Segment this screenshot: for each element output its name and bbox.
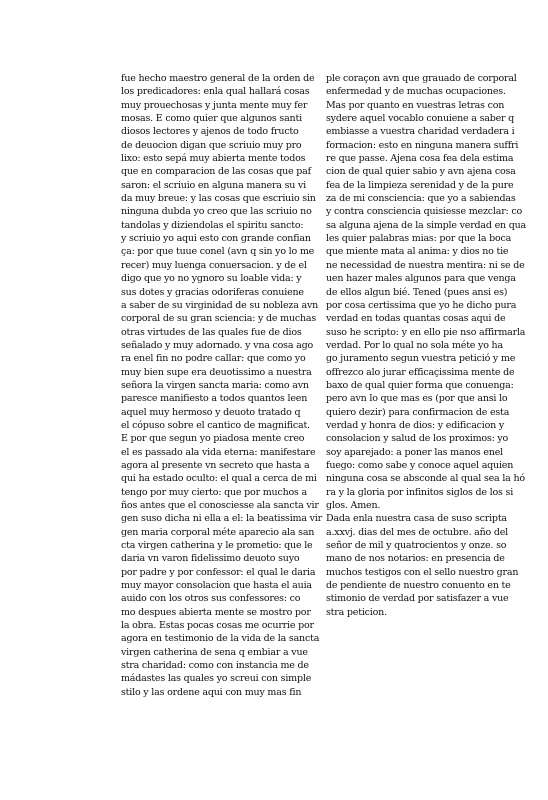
text-line: muy bien supe era deuotissimo a nuestra xyxy=(121,366,312,378)
text-line: aquel muy hermoso y deuoto tratado q xyxy=(121,406,301,418)
text-line: a.xxvj. dias del mes de octubre. año del xyxy=(326,526,508,538)
text-line: stimonio de verdad por satisfazer a vue xyxy=(326,593,509,605)
text-line: mano de nos notarios: en presencia de xyxy=(326,553,505,565)
text-line: y scriuio yo aqui esto con grande confian xyxy=(121,233,311,245)
text-line: stra peticion. xyxy=(326,606,387,618)
text-line: Dada enla nuestra casa de suso scripta xyxy=(326,513,507,525)
left-text-column xyxy=(121,72,331,699)
text-line: stra charidad: como con instancia me de xyxy=(121,660,309,672)
text-line: soy aparejado: a poner las manos enel xyxy=(326,446,503,458)
text-line: los predicadores: enla qual hallará cosas xyxy=(121,86,310,98)
text-line: daria vn varon fidelissimo deuoto suyo xyxy=(121,553,300,565)
text-line: verdad. Por lo qual no sola méte yo ha xyxy=(326,339,503,351)
text-line: Mas por quanto en vuestras letras con xyxy=(326,99,505,111)
text-line: muchos testigos con el sello nuestro gran xyxy=(326,566,519,578)
text-line: cion de qual quier sabio y avn ajena cosa xyxy=(326,166,516,178)
text-line: fue hecho maestro general de la orden de xyxy=(121,73,315,84)
text-line: mosas. E como quier que algunos santi xyxy=(121,113,302,125)
text-line: gen maria corporal méte aparecio ala san xyxy=(121,526,315,538)
text-line: glos. Amen. xyxy=(326,500,381,511)
text-line: que miente mata al anima: y dios no tie xyxy=(326,246,509,258)
text-line: que en comparacion de las cosas que paf xyxy=(121,166,311,178)
text-line: paresce manifiesto a todos quantos leen xyxy=(121,393,308,405)
text-line: enfermedad y de muchas ocupaciones. xyxy=(326,86,506,98)
text-line: quiero dezir) para confirmacion de esta xyxy=(326,406,510,418)
text-line: da muy breue: y las cosas que escriuio sin xyxy=(121,193,316,205)
text-line: ra y la gloria por infinitos siglos de los si xyxy=(326,486,514,498)
text-line: ne necessidad de nuestra mentira: ni se de xyxy=(326,259,525,271)
text-line: lixo: esto sepá muy abierta mente todos xyxy=(121,153,306,165)
text-line: offrezco alo jurar efficaçissima mente de xyxy=(326,366,515,378)
text-line: recer) muy luenga conuersacion. y de el xyxy=(121,259,307,271)
text-line: consolacion y salud de los proximos: yo xyxy=(326,433,509,445)
text-line: verdad en todas quantas cosas aqui de xyxy=(326,313,506,325)
text-line: a saber de su virginidad de su nobleza avn xyxy=(121,299,319,311)
text-line: stilo y las ordene aqui con muy mas fin xyxy=(121,686,302,698)
text-line: corporal de su gran sciencia: y de muchas xyxy=(121,313,317,325)
text-line: tandolas y diziendolas el spiritu sancto: xyxy=(121,219,304,231)
text-line: sa alguna ajena de la simple verdad en qua xyxy=(326,219,527,231)
text-line: qui ha estado oculto: el qual a cerca de mi xyxy=(121,473,317,485)
text-line: verdad y honra de dios: y edificacion y xyxy=(326,419,505,431)
text-line: la obra. Estas pocas cosas me ocurrie por xyxy=(121,620,314,632)
text-line: de pendiente de nuestro conuento en te xyxy=(326,580,511,592)
text-line: el cópuso sobre el cantico de magnificat. xyxy=(121,419,310,431)
text-line: de deuocion digan que scriuio muy pro xyxy=(121,139,302,151)
text-line: re que passe. Ajena cosa fea dela estima xyxy=(326,153,514,165)
text-line: sus dotes y gracias odoriferas conuiene xyxy=(121,286,304,298)
text-line: ra enel fin no podre callar: que como yo xyxy=(121,353,306,365)
text-line: señora la virgen sancta maria: como avn xyxy=(121,379,309,391)
text-line: muy mayor consolacion que hasta el auia xyxy=(121,580,312,592)
text-line: señalado y muy adornado. y vna cosa ago xyxy=(121,339,313,351)
text-line: el es passado ala vida eterna: manifestare xyxy=(121,446,316,458)
text-line: les quier palabras mias: por que la boca xyxy=(326,233,512,245)
text-line: mádastes las quales yo screui con simple xyxy=(121,673,312,685)
text-line: ños antes que el conosciesse ala sancta vir xyxy=(121,500,319,511)
text-line: agora al presente vn secreto que hasta a xyxy=(121,459,310,471)
text-line: otras virtudes de las quales fue de dios xyxy=(121,326,302,338)
text-line: uen hazer males algunos para que venga xyxy=(326,273,516,285)
text-line: diosos lectores y ajenos de todo fructo xyxy=(121,126,299,138)
text-line: ça: por que tuue conel (avn q sin yo lo me xyxy=(121,246,315,258)
text-line: y contra consciencia quisiesse mezclar: co xyxy=(326,206,522,218)
text-line: embiasse a vuestra charidad verdadera i xyxy=(326,126,515,138)
text-line: formacion: esto en ninguna manera suffri xyxy=(326,139,519,151)
text-line: baxo de qual quier forma que conuenga: xyxy=(326,379,514,391)
right-text-column xyxy=(326,72,536,619)
text-line: pero avn lo que mas es (por que ansi lo xyxy=(326,393,508,405)
text-line: mo despues abierta mente se mostro por xyxy=(121,606,311,618)
text-line: señor de mil y quatrocientos y onze. so xyxy=(326,540,507,552)
text-line: agora en testimonio de la vida de la sancta xyxy=(121,633,320,645)
text-line: fuego: como sabe y conoce aquel aquien xyxy=(326,459,514,471)
text-line: ple coraçon avn que grauado de corporal xyxy=(326,73,517,84)
text-line: ninguna dubda yo creo que las scriuio no xyxy=(121,206,312,218)
text-line: de ellos algun bié. Tened (pues ansi es) xyxy=(326,286,508,298)
text-line: tengo por muy cierto: que por muchos a xyxy=(121,486,307,498)
text-line: fea de la limpieza serenidad y de la pure xyxy=(326,179,514,191)
text-line: suso he scripto: y en ello pie nso affirmarla xyxy=(326,326,526,338)
text-line: digo que yo no ygnoro su loable vida: y xyxy=(121,273,302,285)
text-line: cta virgen catherina y le prometio: que le xyxy=(121,540,313,552)
text-line: auido con los otros sus confessores: co xyxy=(121,593,301,605)
text-line: muy prouechosas y junta mente muy fer xyxy=(121,99,308,111)
text-line: ninguna cosa se absconde al qual sea la hó xyxy=(326,473,525,485)
text-line: go juramento segun vuestra petició y me xyxy=(326,353,516,365)
text-line: saron: el scriuio en alguna manera su vi xyxy=(121,179,307,191)
text-line: E por que segun yo piadosa mente creo xyxy=(121,433,305,445)
text-line: gen suso dicha ni ella a el: la beatissima vir xyxy=(121,513,322,525)
text-line: virgen catherina de sena q embiar a vue xyxy=(121,646,308,658)
text-line: za de mi consciencia: que yo a sabiendas xyxy=(326,193,516,205)
text-line: por cosa certissima que yo he dicho pura xyxy=(326,299,517,311)
text-line: por padre y por confessor: el qual le daria xyxy=(121,566,316,578)
text-line: sydere aquel vocablo conuiene a saber q xyxy=(326,113,515,125)
